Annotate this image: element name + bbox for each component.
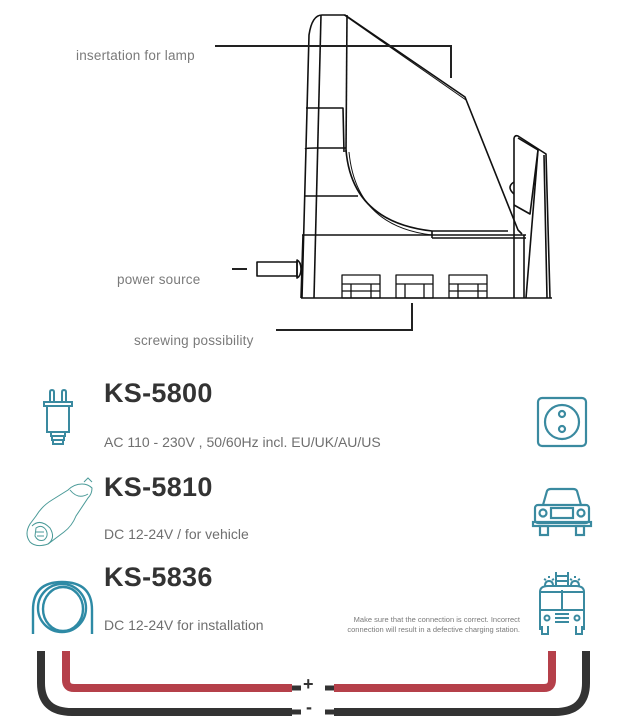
desc-ks-5800: AC 110 - 230V , 50/60Hz incl. EU/UK/AU/US bbox=[104, 434, 381, 450]
cable-coil-icon bbox=[30, 578, 96, 638]
lamp-callout-line bbox=[215, 46, 451, 78]
car-charger-icon bbox=[22, 476, 100, 548]
warning-line-2: connection will result in a defective charging station. bbox=[347, 625, 520, 634]
warning-line-1: Make sure that the connection is correct. Incorrect bbox=[353, 615, 520, 624]
desc-ks-5810: DC 12-24V / for vehicle bbox=[104, 526, 249, 542]
negative-symbol: - bbox=[306, 697, 312, 717]
plug-icon bbox=[38, 388, 78, 448]
screw-callout-line bbox=[276, 303, 412, 330]
callout-screwing-possibility: screwing possibility bbox=[134, 333, 254, 348]
fire-truck-icon bbox=[536, 570, 588, 634]
model-ks-5836: KS-5836 bbox=[104, 562, 213, 592]
callout-insertation-for-lamp: insertation for lamp bbox=[76, 48, 195, 63]
positive-symbol: + bbox=[303, 674, 314, 694]
connection-warning bbox=[300, 615, 520, 635]
model-ks-5800: KS-5800 bbox=[104, 378, 213, 408]
desc-ks-5836: DC 12-24V for installation bbox=[104, 617, 264, 633]
callout-power-source: power source bbox=[117, 272, 201, 287]
wall-socket-icon bbox=[536, 396, 588, 448]
model-ks-5810: KS-5810 bbox=[104, 472, 213, 502]
car-icon bbox=[531, 487, 593, 539]
